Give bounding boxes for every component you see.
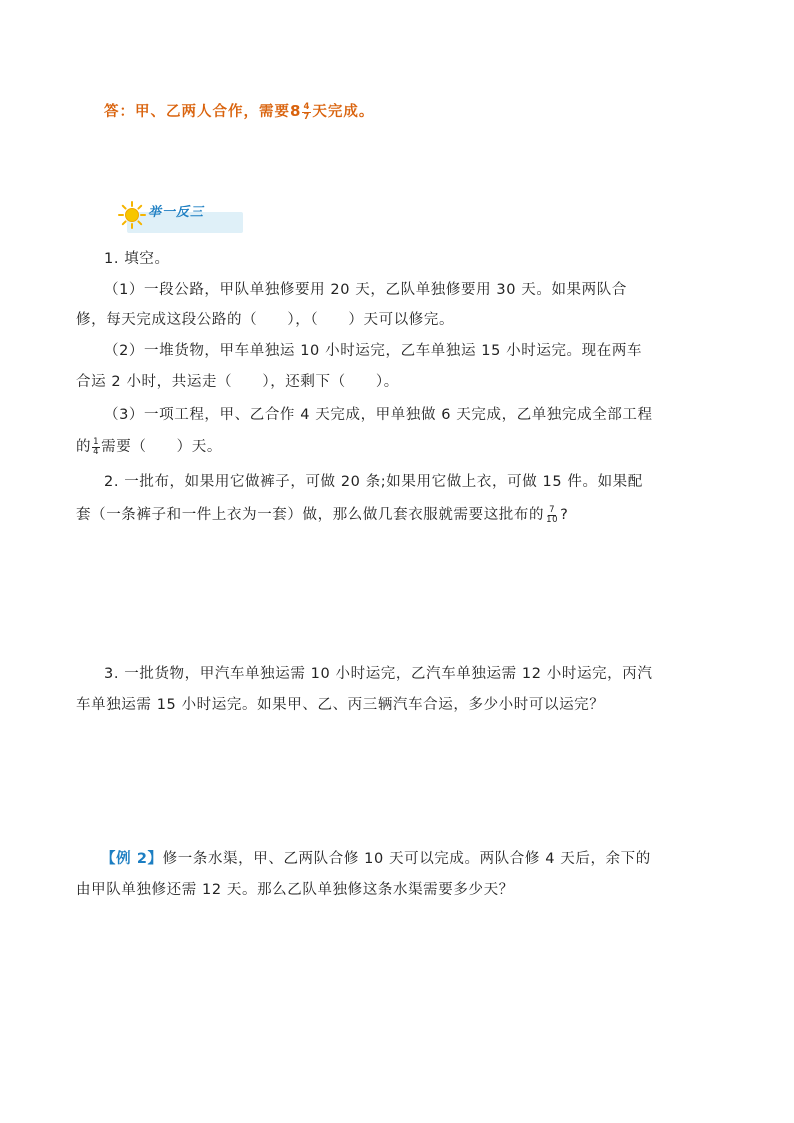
answer-text-before: 答：甲、乙两人合作，需要 <box>104 104 290 120</box>
sun-icon <box>117 200 147 230</box>
banner-title: 举一反三 <box>148 205 205 220</box>
answer-line <box>104 101 374 122</box>
q2-line2 <box>76 505 568 525</box>
example2-line1-text: 修一条水渠，甲、乙两队合修 10 天可以完成。两队合修 4 天后，余下的 <box>162 851 651 867</box>
q1-part3-fraction <box>92 438 100 457</box>
q3-line1: 3. 一批货物，甲汽车单独运需 10 小时运完，乙汽车单独运需 12 小时运完，丙汽 <box>104 666 653 682</box>
example2-line2: 由甲队单独修还需 12 天。那么乙队单独修这条水渠需要多少天？ <box>76 882 514 898</box>
q2-line1: 2. 一批布，如果用它做裤子，可做 20 条;如果用它做上衣，可做 15 件。如果配 <box>104 474 643 490</box>
answer-fraction-denominator: 7 <box>303 111 311 122</box>
answer-fraction-numerator: 4 <box>303 101 311 112</box>
example2-tag: 【例 2】 <box>101 851 163 867</box>
q1-part3-suffix: 需要（ ）天。 <box>101 439 222 455</box>
q1-part3-line2 <box>76 437 222 457</box>
q1-part1-line2: 修，每天完成这段公路的（ ），（ ）天可以修完。 <box>76 312 455 328</box>
q2-fraction <box>545 506 559 525</box>
q1-part3-prefix: 的 <box>76 439 92 455</box>
q2-line2-suffix: ? <box>560 507 569 523</box>
q3-line2: 车单独运需 15 小时运完。如果甲、乙、丙三辆汽车合运，多少小时可以运完？ <box>76 697 605 713</box>
answer-whole-number: 8 <box>290 102 302 120</box>
q2-fraction-numerator: 7 <box>549 504 556 515</box>
q1-part3-fraction-numerator: 1 <box>93 436 100 447</box>
section-banner <box>117 197 243 235</box>
q1-title: 1. 填空。 <box>104 251 170 267</box>
q2-fraction-denominator: 10 <box>546 514 559 525</box>
q1-part1-line1: （1）一段公路，甲队单独修要用 20 天，乙队单独修要用 30 天。如果两队合 <box>104 282 627 298</box>
answer-text-after: 天完成。 <box>312 104 375 120</box>
q1-part3-line1: （3）一项工程，甲、乙合作 4 天完成，甲单独做 6 天完成，乙单独完成全部工程 <box>104 407 653 423</box>
example2-line1 <box>101 849 651 869</box>
q2-line2-prefix: 套（一条裤子和一件上衣为一套）做，那么做几套衣服就需要这批布的 <box>76 507 545 523</box>
q1-part2-line2: 合运 2 小时，共运走（ ），还剩下（ ）。 <box>76 374 399 390</box>
answer-fraction <box>302 103 311 122</box>
q1-part2-line1: （2）一堆货物，甲车单独运 10 小时运完，乙车单独运 15 小时运完。现在两车 <box>104 343 643 359</box>
q1-part3-fraction-denominator: 4 <box>93 446 100 457</box>
